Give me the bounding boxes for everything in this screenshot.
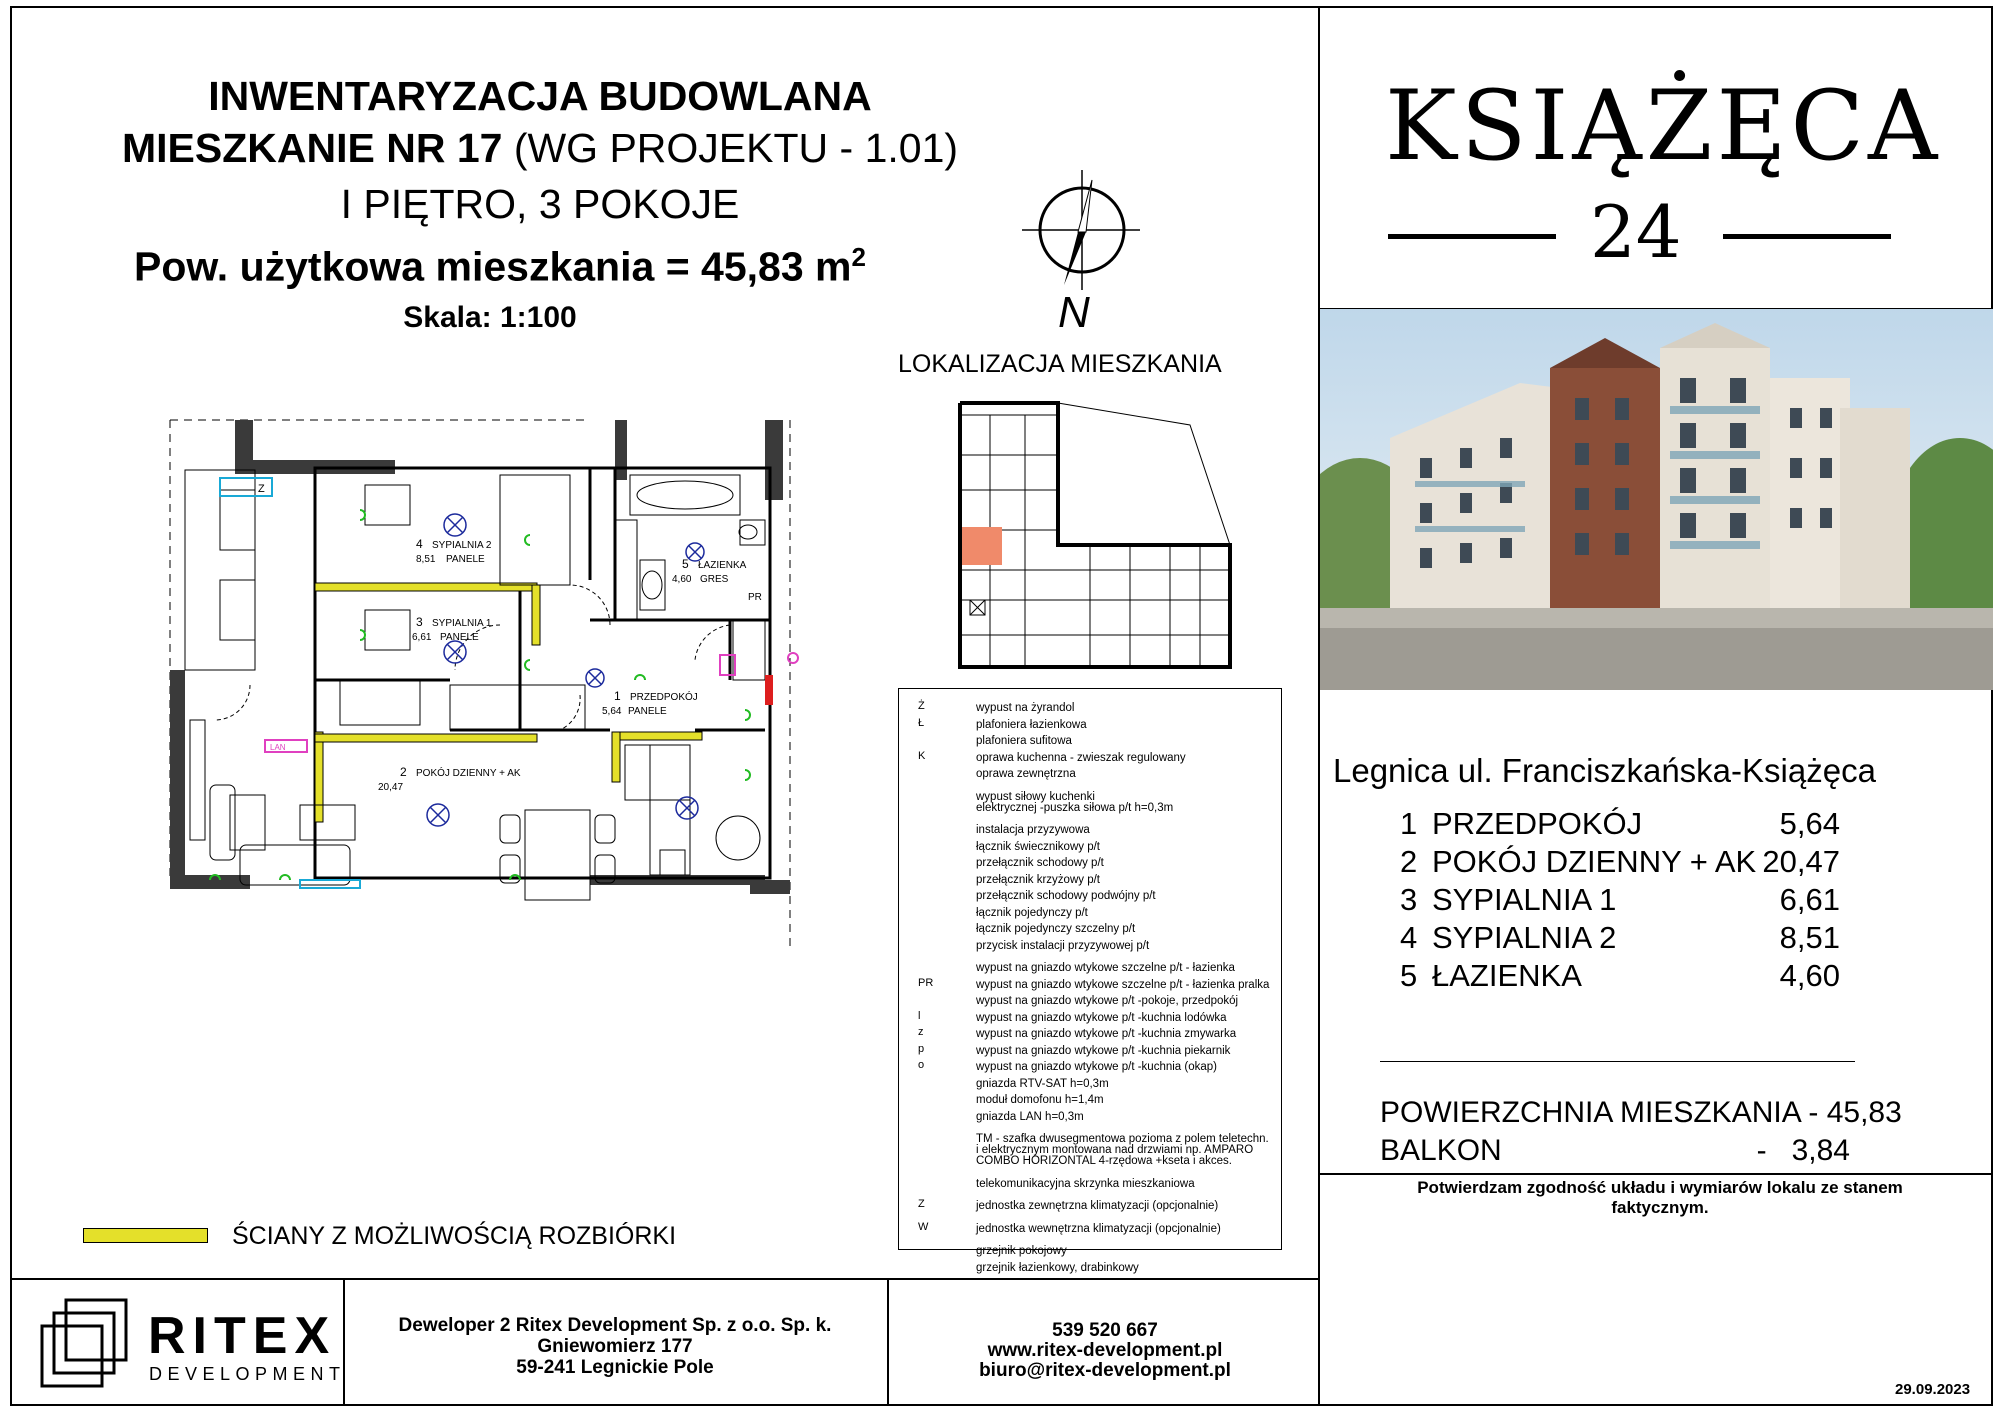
dev-line1: Deweloper 2 Ritex Development Sp. z o.o. Sp. k. <box>398 1315 832 1336</box>
plan-r5-floor: GRES <box>700 574 729 585</box>
legend-symbol <box>918 1260 952 1278</box>
room-row <box>1400 844 1840 882</box>
legend-symbol: Ż <box>918 700 925 712</box>
room-number: 1 <box>1400 806 1418 841</box>
room-area: 4,60 <box>1779 958 1840 993</box>
plan-r1-num: 1 <box>614 689 621 703</box>
date: 29.09.2023 <box>1895 1381 1971 1398</box>
room-number: 5 <box>1400 958 1418 993</box>
legend-symbol: W <box>918 1220 929 1233</box>
plan-r5-num: 5 <box>682 557 689 571</box>
legend-symbol <box>918 938 952 956</box>
north-label: N <box>1058 288 1090 330</box>
room-area: 6,61 <box>1779 882 1840 917</box>
location-title: LOKALIZACJA MIESZKANIA <box>898 350 1222 378</box>
legend-text: wypust na gniazdo wtykowe p/t -kuchnia zmywarka <box>976 1028 1237 1040</box>
legend-text: moduł domofonu h=1,4m <box>976 1094 1104 1106</box>
legend-symbol: l <box>918 1009 921 1022</box>
frame-left <box>10 6 12 1406</box>
plan-r5-area: 4,60 <box>672 574 692 585</box>
legend-text: elektrycznej -puszka siłowa p/t h=0,3m <box>976 801 1174 814</box>
plan-r4-floor: PANELE <box>446 554 485 565</box>
plan-r2-num: 2 <box>400 765 407 779</box>
header-line2 <box>40 125 1040 171</box>
legend-symbol: Z <box>918 1198 925 1210</box>
wall-legend-swatch <box>83 1228 208 1243</box>
usable-area: Pow. użytkowa mieszkania = 45,83 m <box>134 243 852 290</box>
legend-symbol <box>918 855 952 873</box>
room-area: 8,51 <box>1779 920 1840 955</box>
plan-r3-num: 3 <box>416 615 423 629</box>
room-row <box>1400 806 1840 844</box>
plan-r1-area: 5,64 <box>602 706 622 717</box>
legend-text: grzejnik pokojowy <box>976 1245 1067 1257</box>
summary-total: POWIERZCHNIA MIESZKANIA - 45,83 <box>1380 1096 1902 1129</box>
brand-rule-right <box>1723 234 1891 239</box>
plan-r1-name: PRZEDPOKÓJ <box>630 692 698 703</box>
legend-text: i elektrycznym montowana nad drzwiami np. AMPARO <box>976 1144 1254 1156</box>
frame-top <box>10 6 1993 8</box>
legend-text: przełącznik schodowy p/t <box>976 857 1104 869</box>
legend-text: łącznik pojedynczy szczelny p/t <box>976 923 1136 935</box>
legend-text: wypust na gniazdo wtykowe p/t -kuchnia piekarnik <box>976 1044 1231 1057</box>
room-area: 20,47 <box>1762 844 1840 879</box>
legend-text: jednostka wewnętrzna klimatyzacji (opcjonalnie) <box>976 1222 1221 1235</box>
legend-text: wypust na żyrandol <box>976 702 1075 714</box>
legend-symbol <box>918 921 952 939</box>
room-row <box>1400 882 1840 920</box>
logo-sub: DEVELOPMENT <box>149 1364 346 1384</box>
legend-symbol <box>918 800 952 818</box>
header-line1: INWENTARYZACJA BUDOWLANA <box>208 73 872 119</box>
room-number: 4 <box>1400 920 1418 955</box>
room-number: 3 <box>1400 882 1418 917</box>
ac-outdoor-label: Z <box>258 483 265 495</box>
legend-text: TM - szafka dwusegmentowa pozioma z polem teletechn. <box>976 1133 1269 1145</box>
address: Legnica ul. Franciszkańska-Książęca <box>1333 752 1876 789</box>
legend-symbol <box>918 839 952 857</box>
render-top-line <box>1320 308 1993 309</box>
legend-text: przycisk instalacji przyzywowej p/t <box>976 939 1150 952</box>
plan-r4-name: SYPIALNIA 2 <box>432 540 492 551</box>
apartment-number: MIESZKANIE NR 17 <box>121 125 503 171</box>
email-link[interactable]: biuro@ritex-development.pl <box>979 1360 1231 1381</box>
legend-text: grzejnik łazienkowy, drabinkowy <box>976 1261 1139 1274</box>
room-row <box>1400 920 1840 958</box>
ac-indoor-unit <box>300 880 360 888</box>
room-row <box>1400 958 1840 996</box>
frame-bottom <box>10 1404 1993 1406</box>
summary-balcony-value: - 3,84 <box>1756 1134 1850 1167</box>
legend-text: telekomunikacyjna skrzynka mieszkaniowa <box>976 1177 1195 1190</box>
legend-text: łącznik pojedynczy p/t <box>976 906 1088 919</box>
legend-symbol <box>918 733 952 751</box>
legend-text: wypust na gniazdo wtykowe szczelne p/t - łazienka <box>976 962 1235 974</box>
room-name: ŁAZIENKA <box>1432 958 1582 993</box>
apartment-highlight <box>962 527 1002 565</box>
legend-symbol: o <box>918 1059 925 1071</box>
legend-symbol <box>918 1092 952 1110</box>
legend-text: wypust na gniazdo wtykowe p/t -kuchnia lodówka <box>976 1011 1227 1024</box>
confirm-text: Potwierdzam zgodność układu i wymiarów lokalu ze stanem faktycznym. <box>1417 1178 1903 1217</box>
legend-text: oprawa kuchenna - zwieszak regulowany <box>976 751 1186 764</box>
footer-sep-1 <box>343 1278 345 1406</box>
plan-r2-area: 20,47 <box>378 782 404 793</box>
location-plan <box>940 395 1240 680</box>
legend-text: łącznik świecznikowy p/t <box>976 840 1100 853</box>
legend-symbol <box>918 993 952 1011</box>
header-line4 <box>0 244 1000 288</box>
red-marker <box>765 675 773 705</box>
summary-rule <box>1380 1061 1855 1062</box>
legend-text: plafoniera łazienkowa <box>976 718 1087 731</box>
room-name: PRZEDPOKÓJ <box>1432 806 1643 841</box>
footer-sep-2 <box>887 1278 889 1406</box>
legend-text: wypust na gniazdo wtykowe p/t -kuchnia (okap) <box>976 1061 1217 1073</box>
plan-r3-area: 6,61 <box>412 632 432 643</box>
website-link[interactable]: www.ritex-development.pl <box>987 1340 1223 1361</box>
legend-symbol <box>918 888 952 906</box>
dev-line2: Gniewomierz 177 <box>537 1336 693 1357</box>
legend-symbol <box>918 1176 952 1194</box>
footer-divider <box>10 1278 1320 1280</box>
room-area: 5,64 <box>1779 806 1840 841</box>
legend-text: przełącznik krzyżowy p/t <box>976 873 1100 886</box>
legend-symbol <box>918 1109 952 1127</box>
legend-symbol: Ł <box>918 716 925 729</box>
legend-symbol: PR <box>918 976 934 989</box>
project-number: (WG PROJEKTU - 1.01) <box>502 125 959 171</box>
lan-label: LAN <box>270 743 286 752</box>
logo-name: RITEX <box>148 1307 337 1365</box>
legend-text: jednostka zewnętrzna klimatyzacji (opcjonalnie) <box>976 1200 1219 1212</box>
summary-balcony-label: BALKON <box>1380 1134 1502 1167</box>
legend-symbol: p <box>918 1042 925 1055</box>
legend-text: wypust siłowy kuchenki <box>976 790 1095 803</box>
room-name: POKÓJ DZIENNY + AK <box>1432 844 1757 879</box>
legend-text: COMBO HORIZONTAL 4-rzędowa +kseta i akces. <box>976 1155 1232 1167</box>
info-box-left-edge <box>1318 690 1320 1175</box>
legend-symbol <box>918 1153 952 1171</box>
north-arrow-icon <box>1020 170 1140 330</box>
legend-symbol <box>918 822 952 840</box>
plan-r4-num: 4 <box>416 537 423 551</box>
info-box-right-edge <box>1991 690 1993 1175</box>
legend-symbol: K <box>918 749 926 762</box>
building-render <box>1320 308 1993 690</box>
room-number: 2 <box>1400 844 1418 879</box>
legend-text: gniazda RTV-SAT h=0,3m <box>976 1077 1109 1090</box>
room-name: SYPIALNIA 2 <box>1432 920 1617 955</box>
header-line3: I PIĘTRO, 3 POKOJE <box>340 181 740 227</box>
brand-rule-left <box>1388 234 1556 239</box>
wall-legend-text: ŚCIANY Z MOŻLIWOŚCIĄ ROZBIÓRKI <box>232 1222 677 1250</box>
legend-symbol: z <box>918 1026 924 1038</box>
legend-text: gniazda LAN h=0,3m <box>976 1110 1084 1123</box>
legend-text: oprawa zewnętrzna <box>976 768 1076 780</box>
legend-symbol <box>918 1243 952 1261</box>
brand-title: KSIĄŻĘCA <box>1385 70 1942 182</box>
floor-plan <box>150 410 830 970</box>
area-unit-sup: 2 <box>851 242 866 272</box>
brand-number: 24 <box>1590 190 1682 274</box>
legend-text: wypust na gniazdo wtykowe szczelne p/t - łazienka pralka <box>976 978 1270 991</box>
legend-symbol <box>918 905 952 923</box>
legend-symbol <box>918 766 952 784</box>
legend-text: instalacja przyzywowa <box>976 824 1090 836</box>
dev-line3: 59-241 Legnickie Pole <box>516 1357 714 1378</box>
legend-text: wypust na gniazdo wtykowe p/t -pokoje, przedpokój <box>976 995 1239 1007</box>
scale-label: Skala: 1:100 <box>403 301 577 334</box>
plan-r1-floor: PANELE <box>628 706 667 717</box>
plan-r3-name: SYPIALNIA 1 <box>432 618 492 629</box>
plan-r3-floor: PANELE <box>440 632 479 643</box>
legend-symbol <box>918 1076 952 1094</box>
plan-pr-label: PR <box>748 592 762 603</box>
legend-text: przełącznik schodowy podwójny p/t <box>976 890 1156 902</box>
legend-text: plafoniera sufitowa <box>976 735 1072 747</box>
plan-r4-area: 8,51 <box>416 554 436 565</box>
plan-r2-name: POKÓJ DZIENNY + AK <box>416 768 521 779</box>
plan-r5-name: ŁAZIENKA <box>698 560 747 571</box>
legend-symbol <box>918 872 952 890</box>
ritex-logo-icon <box>36 1295 136 1390</box>
phone[interactable]: 539 520 667 <box>1052 1320 1158 1341</box>
room-name: SYPIALNIA 1 <box>1432 882 1617 917</box>
legend-symbol <box>918 960 952 978</box>
